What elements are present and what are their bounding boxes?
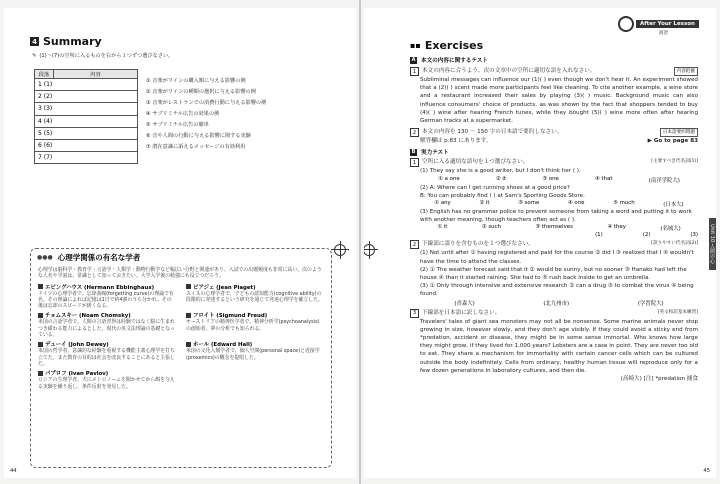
table-header: 内容 (54, 70, 138, 79)
person-name: デューイ (John Dewey) (45, 342, 109, 349)
q1-tag: 内容把握 (674, 67, 698, 76)
list-item (186, 283, 324, 310)
section-number: 4 (30, 37, 39, 46)
table-row: 1 (1) (35, 79, 138, 91)
q4-instruction: 下線部に誤りを含むものを１つ選びなさい。 (422, 241, 534, 248)
person-name: エビングハウス (Hermann Ebbinghaus) (45, 284, 155, 291)
table-row: 7 (7) (35, 152, 138, 164)
section-title: Summary (43, 35, 102, 48)
part-b-title: 実力テスト (421, 150, 449, 157)
bullet-square-icon (38, 313, 43, 318)
list-item: ⑤ サブリミナル広告の簡単 (146, 122, 209, 128)
page-number: 45 (703, 468, 710, 474)
spine-fold (359, 0, 361, 484)
circle-icon (618, 16, 634, 32)
part-b-heading (410, 148, 698, 156)
person-name: ホール (Edward Hall) (193, 342, 253, 349)
exercises-heading (410, 39, 483, 52)
person-desc: 米国の文化人類学者で、個人空間(personal space)と近接学(proxemics)の概念を提唱した。 (186, 348, 320, 361)
grid-icon: ▪▪ (410, 41, 421, 50)
q1-text: Subliminal messages can influence our (1)( ) even though we don't hear it. An experiment showed that a (2)( ) scent made more participants feel like cleaning. To cite another example, a wine store and a restaurant increased their sales by playing (3)( ) music. Background music can also influence consumers' choice of products, as was shown by the fact that shoppers tended to buy (4)( ) wine after hearing French tunes, while they bought (5)( ) wine more often after hearing German tracks at a supermarket. (420, 77, 698, 125)
list-item: ② 音楽がワインの種類の選択に与える影響の例 (146, 89, 256, 95)
list-item: ⑥ 音や人間の行動に与える影響に関する実験 (146, 133, 251, 139)
go-to-page-link[interactable]: ▶ Go to page 83 (647, 138, 698, 145)
list-item: (2) A: Where can I get running shoes at a good price? B: You can probably find ( ) at Sam's Sporting Goods Store. ① any ② it ③ some ④ one ⑤ much (日本大) (420, 184, 684, 209)
q4-tag: [誤りやすい代名詞(2)] (651, 241, 698, 247)
answer-blanks: (1) (2) (3) (595, 232, 698, 239)
person-name: フロイト (Sigmund Freud) (193, 313, 268, 320)
table-row: 5 (5) (35, 127, 138, 139)
part-a-label: A (411, 57, 416, 63)
list-item: ⑦ 潜在意識に訴えるメッセージの有効利用 (146, 144, 246, 150)
q2-note-row (410, 137, 698, 145)
list-item (38, 283, 176, 310)
exercises-title: Exercises (424, 39, 484, 52)
question-number: 2 (410, 240, 419, 249)
q3-tag: [主要すべき代名詞(1)] (651, 159, 698, 165)
summary-instruction: (1)～(7)の空所に入るものを右から１つずつ選びなさい。 (39, 53, 174, 59)
list-item: ④ サブリミナル広告の効果の例 (146, 111, 220, 117)
right-page (364, 8, 716, 478)
list-item (38, 311, 176, 338)
list-item (38, 369, 176, 390)
list-item: (3) ① Only through intensive and extensive research ② can a drug ③ to combat the virus ④ being found. (420, 283, 694, 298)
question-number: 1 (410, 67, 419, 76)
summary-options (146, 76, 321, 153)
exercises-body (410, 56, 698, 383)
list-item: (1) Not until after ① having registered and paid for the course ② did I ③ realized that I ④ wouldn't have the time to attend the classes. (420, 250, 694, 265)
left-page (4, 8, 356, 478)
part-a-heading (410, 56, 698, 64)
q4-header (410, 240, 698, 249)
q4-sources: (青森大) (北九州市) (学習院大) (454, 300, 664, 307)
q2-instruction: 本文の内容を 130 〜 150 字の日本語で要約しなさい。 (422, 129, 563, 136)
person-desc: 米国の哲学者。意識的な経験を重視する機能主義心理学を打ち立てた。また教育の目的は社会を改良することにあると主張した。 (38, 348, 175, 367)
persons-grid (31, 283, 331, 390)
table-header: 段落 (35, 70, 54, 79)
bullet-square-icon (186, 284, 191, 289)
q1-header (410, 67, 698, 76)
table-row: 6 (6) (35, 139, 138, 151)
list-item (38, 340, 176, 367)
person-desc: スイスの心理学者で、子どもの認知能力(cognitive ability)の段階的に発達するという研究を通じて発達心理学を確立した。 (186, 290, 323, 303)
q3-items (410, 167, 698, 238)
unit-side-tab: Unit 10 人間の心 (709, 218, 716, 270)
page-number: 44 (10, 468, 17, 474)
table-row: 4 (4) (35, 115, 138, 127)
list-item (186, 340, 324, 367)
box-intro: 心理学は脳科学・教育学・言語学・人類学・動物行動学など幅広い分野と関連があり、入試での出題頻度も非常に高い。次のような人名や学説は、常識として知っておきたい。大学入学後の勉強にも役立つだろう。 (38, 267, 322, 280)
question-number: 1 (410, 158, 419, 167)
q1-instruction: 本文の内容に合うよう、次の文章中の空所に適切な語を入れなさい。 (422, 68, 596, 74)
bullet-square-icon (186, 313, 191, 318)
box-heading (31, 249, 331, 266)
bullet-square-icon (38, 342, 43, 347)
q3-instruction: 空所に入る適切な語句を１つ選びなさい。 (422, 159, 529, 166)
person-desc: オーストリアの精神医学者で、精神分析学(psychoanalysis)の創始者。夢の分析でも知られる。 (186, 319, 320, 332)
q5-tag: [英文和訳基本練習] (657, 309, 698, 315)
bullet-square-icon (186, 342, 191, 347)
registration-mark-icon (364, 241, 378, 259)
bullet-square-icon (38, 371, 43, 376)
box-title: 心理学関係の有名な学者 (57, 253, 141, 262)
q2-tag: 日本語要約問題 (660, 128, 698, 137)
question-number: 3 (410, 309, 419, 318)
q2-header (410, 128, 698, 137)
person-desc: ドイツの心理学者で、忘却曲線(forgetting curve)の理論で有名。その理論によれば記憶は1日で約4割のうち分かれ、その後は忘却のスピードが緩くなる。 (38, 290, 174, 310)
summary-heading (30, 35, 102, 48)
summary-instruction-row (32, 53, 173, 61)
list-item: (3) English has no grammar police to prevent someone from taking a word and putting it to work with another meaning, though teachers often act as ( ). ① it ② such ③ themselves ④ they (名城大) (420, 209, 692, 233)
q5-instruction: 下線部を日本語に訳しなさい。 (422, 309, 501, 316)
q4-items (410, 249, 698, 306)
table-row: 3 (3) (35, 103, 138, 115)
list-item: (1) They say she is a good writer, but I don't think her ( ). ① a one ② it ③ one ④ that (南洋学院大) (420, 168, 680, 184)
question-number: 2 (410, 128, 419, 137)
pencil-icon: ✎ (32, 53, 37, 59)
registration-mark-icon (331, 241, 349, 259)
table-row: 2 (2) (35, 91, 138, 103)
bullet-square-icon (38, 284, 43, 289)
list-item (186, 311, 324, 338)
q3-header (410, 158, 698, 167)
q5-text: Travelers' tales of giant sea monsters may not all be nonsense. Some marine animals never stop growing in size, however slowly, and they don't age visibly. If they could avoid a sticky end from *predation, accident or disease, they might be in some sense immortal. Who knows how large they might grow, if they lived for 1,000 years? Lobsters are a case in point. They are never too old to eat. They share a mechanism for immortality with certain cancer cells which can be cultured outside the body indefinitely. Cells from ordinary, healthy human tissue will reproduce only for a few dozen generations in laboratory cultures, and then die. (420, 318, 698, 374)
psychologists-box (30, 248, 332, 468)
dots-icon: ●●● (37, 254, 53, 261)
person-desc: ロシアの生理学者。犬にメトロノームを聞かせてから餌を与える実験を繰り返し、条件反射を発見した。 (38, 377, 175, 390)
q5-header (410, 309, 698, 318)
person-name: ピアジェ (Jean Piaget) (193, 284, 256, 291)
part-a-title: 本文の内容に関するテスト (421, 58, 488, 64)
part-b-label: B (411, 149, 416, 156)
header-sub: 演習 (659, 31, 668, 36)
list-item: (2) ① The weather forecast said that it ② would be sunny, but no sooner ③ Hanako had left the house ④ than it started raining. She had to ⑤ rush back inside to get an umbrella. (420, 266, 687, 282)
person-name: チョムスキー (Noam Chomsky) (45, 313, 131, 320)
q2-note: 解答欄は p.83 にあります。 (420, 138, 492, 145)
list-item: ① 音楽がワインの購入額に与える影響の例 (146, 78, 246, 84)
q5-footer: (高崎大) [注] *predation 捕食 (620, 376, 698, 383)
summary-table (34, 69, 138, 164)
person-name: パブロフ (Ivan Pavlov) (45, 371, 109, 378)
person-desc: 米国の言語学者で、人間の言語習得は経験ではなく脳に生まれつき備わる能力によるとした。現代の英文法理論の基礎となっている。 (38, 319, 175, 339)
after-your-lesson-label: After Your Lesson (636, 20, 699, 28)
list-item: ③ 音楽がレストランでの消費行動に与える影響の例 (146, 100, 267, 106)
